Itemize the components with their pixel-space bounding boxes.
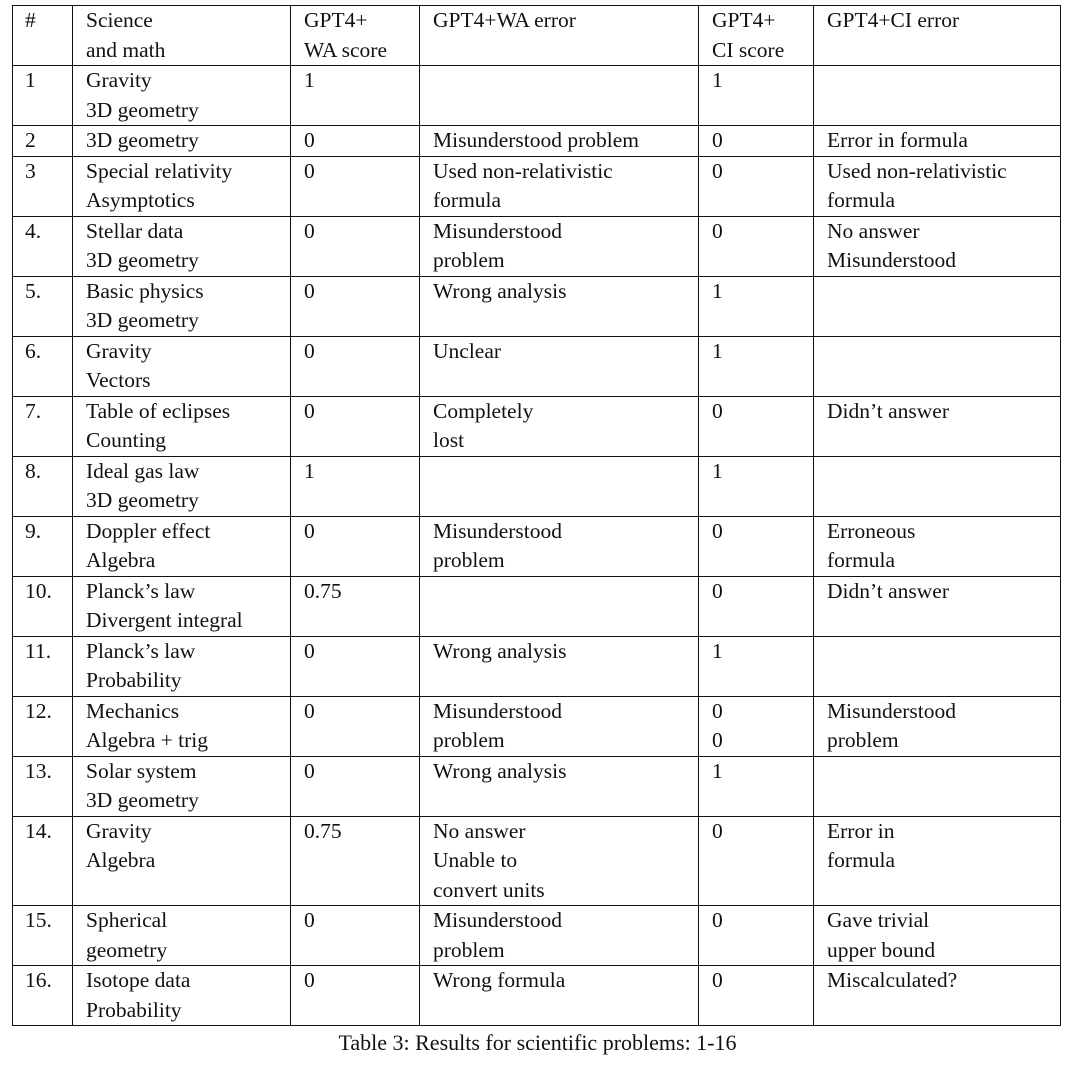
cell-number: 12. <box>13 696 73 756</box>
cell-ci-error: Misunderstood problem <box>814 696 1061 756</box>
cell-number: 13. <box>13 756 73 816</box>
cell-ci-score: 0 <box>699 816 814 906</box>
cell-number: 16. <box>13 966 73 1026</box>
cell-ci-score: 1 <box>699 276 814 336</box>
cell-ci-score: 0 <box>699 906 814 966</box>
cell-number: 11. <box>13 636 73 696</box>
cell-wa-score: 0 <box>291 636 420 696</box>
table-row <box>13 636 1061 696</box>
table-row <box>13 966 1061 1026</box>
cell-ci-score: 1 <box>699 456 814 516</box>
cell-number: 10. <box>13 576 73 636</box>
cell-ci-error: Error in formula <box>814 126 1061 157</box>
cell-ci-score: 1 <box>699 336 814 396</box>
cell-wa-score: 1 <box>291 456 420 516</box>
header-ci-error: GPT4+CI error <box>814 6 1061 66</box>
cell-number: 6. <box>13 336 73 396</box>
cell-ci-score: 0 <box>699 966 814 1026</box>
cell-wa-error: Misunderstood problem <box>420 696 699 756</box>
cell-wa-error: Misunderstood problem <box>420 126 699 157</box>
cell-ci-score: 1 <box>699 636 814 696</box>
cell-number: 5. <box>13 276 73 336</box>
cell-number: 3 <box>13 156 73 216</box>
cell-ci-error <box>814 456 1061 516</box>
header-topic: Science and math <box>73 6 291 66</box>
table-row <box>13 576 1061 636</box>
cell-ci-score: 0 <box>699 516 814 576</box>
cell-topic: Stellar data 3D geometry <box>73 216 291 276</box>
cell-wa-score: 0.75 <box>291 576 420 636</box>
cell-wa-error: Wrong analysis <box>420 756 699 816</box>
cell-ci-error <box>814 66 1061 126</box>
cell-ci-score: 0 <box>699 156 814 216</box>
cell-wa-error: Misunderstood problem <box>420 516 699 576</box>
cell-ci-error <box>814 336 1061 396</box>
cell-wa-score: 1 <box>291 66 420 126</box>
cell-wa-error <box>420 456 699 516</box>
table-row <box>13 156 1061 216</box>
table-row <box>13 396 1061 456</box>
cell-ci-score: 0 <box>699 396 814 456</box>
cell-wa-error <box>420 576 699 636</box>
header-wa-error: GPT4+WA error <box>420 6 699 66</box>
cell-ci-error: No answer Misunderstood <box>814 216 1061 276</box>
cell-wa-score: 0 <box>291 966 420 1026</box>
cell-wa-score: 0 <box>291 396 420 456</box>
cell-topic: Spherical geometry <box>73 906 291 966</box>
cell-wa-score: 0 <box>291 906 420 966</box>
cell-topic: Solar system 3D geometry <box>73 756 291 816</box>
cell-ci-score: 1 <box>699 66 814 126</box>
cell-wa-score: 0 <box>291 156 420 216</box>
cell-topic: Doppler effect Algebra <box>73 516 291 576</box>
cell-wa-score: 0 <box>291 516 420 576</box>
table-row <box>13 276 1061 336</box>
cell-wa-error: Completely lost <box>420 396 699 456</box>
cell-topic: Ideal gas law 3D geometry <box>73 456 291 516</box>
cell-wa-error: Wrong analysis <box>420 636 699 696</box>
cell-topic: Mechanics Algebra + trig <box>73 696 291 756</box>
cell-number: 7. <box>13 396 73 456</box>
table-row <box>13 696 1061 756</box>
table-row <box>13 126 1061 157</box>
cell-ci-error: Miscalculated? <box>814 966 1061 1026</box>
header-wa-score: GPT4+ WA score <box>291 6 420 66</box>
table-row <box>13 756 1061 816</box>
cell-ci-error: Erroneous formula <box>814 516 1061 576</box>
cell-ci-error <box>814 756 1061 816</box>
cell-ci-error: Didn’t answer <box>814 576 1061 636</box>
cell-ci-error: Error in formula <box>814 816 1061 906</box>
header-row <box>13 6 1061 66</box>
cell-wa-score: 0 <box>291 126 420 157</box>
header-ci-score: GPT4+ CI score <box>699 6 814 66</box>
cell-number: 14. <box>13 816 73 906</box>
table-row <box>13 906 1061 966</box>
cell-ci-error <box>814 276 1061 336</box>
cell-ci-error <box>814 636 1061 696</box>
cell-ci-score: 0 <box>699 216 814 276</box>
table-row <box>13 66 1061 126</box>
cell-number: 8. <box>13 456 73 516</box>
cell-wa-error: No answer Unable to convert units <box>420 816 699 906</box>
cell-wa-error: Wrong analysis <box>420 276 699 336</box>
header-number: # <box>13 6 73 66</box>
cell-ci-score: 0 0 <box>699 696 814 756</box>
cell-wa-error: Wrong formula <box>420 966 699 1026</box>
cell-ci-error: Gave trivial upper bound <box>814 906 1061 966</box>
cell-wa-score: 0 <box>291 336 420 396</box>
cell-topic: Basic physics 3D geometry <box>73 276 291 336</box>
table-caption: Table 3: Results for scientific problems: 1-16 <box>338 1030 737 1055</box>
cell-number: 9. <box>13 516 73 576</box>
cell-wa-score: 0 <box>291 276 420 336</box>
cell-number: 15. <box>13 906 73 966</box>
cell-number: 4. <box>13 216 73 276</box>
cell-number: 1 <box>13 66 73 126</box>
results-table <box>12 5 1061 1026</box>
cell-ci-score: 1 <box>699 756 814 816</box>
table-row <box>13 516 1061 576</box>
cell-topic: Gravity 3D geometry <box>73 66 291 126</box>
cell-ci-error: Didn’t answer <box>814 396 1061 456</box>
cell-wa-score: 0.75 <box>291 816 420 906</box>
cell-topic: 3D geometry <box>73 126 291 157</box>
cell-ci-score: 0 <box>699 576 814 636</box>
cell-wa-error <box>420 66 699 126</box>
cell-wa-score: 0 <box>291 756 420 816</box>
cell-topic: Isotope data Probability <box>73 966 291 1026</box>
table-row <box>13 816 1061 906</box>
cell-wa-score: 0 <box>291 216 420 276</box>
table-row <box>13 216 1061 276</box>
cell-topic: Planck’s law Divergent integral <box>73 576 291 636</box>
cell-ci-score: 0 <box>699 126 814 157</box>
cell-wa-error: Used non-relativistic formula <box>420 156 699 216</box>
cell-ci-error: Used non-relativistic formula <box>814 156 1061 216</box>
table-row <box>13 336 1061 396</box>
table-row <box>13 456 1061 516</box>
cell-topic: Table of eclipses Counting <box>73 396 291 456</box>
cell-wa-error: Misunderstood problem <box>420 906 699 966</box>
cell-topic: Planck’s law Probability <box>73 636 291 696</box>
cell-wa-error: Misunderstood problem <box>420 216 699 276</box>
cell-number: 2 <box>13 126 73 157</box>
cell-topic: Special relativity Asymptotics <box>73 156 291 216</box>
cell-wa-error: Unclear <box>420 336 699 396</box>
cell-topic: Gravity Algebra <box>73 816 291 906</box>
cell-wa-score: 0 <box>291 696 420 756</box>
cell-topic: Gravity Vectors <box>73 336 291 396</box>
